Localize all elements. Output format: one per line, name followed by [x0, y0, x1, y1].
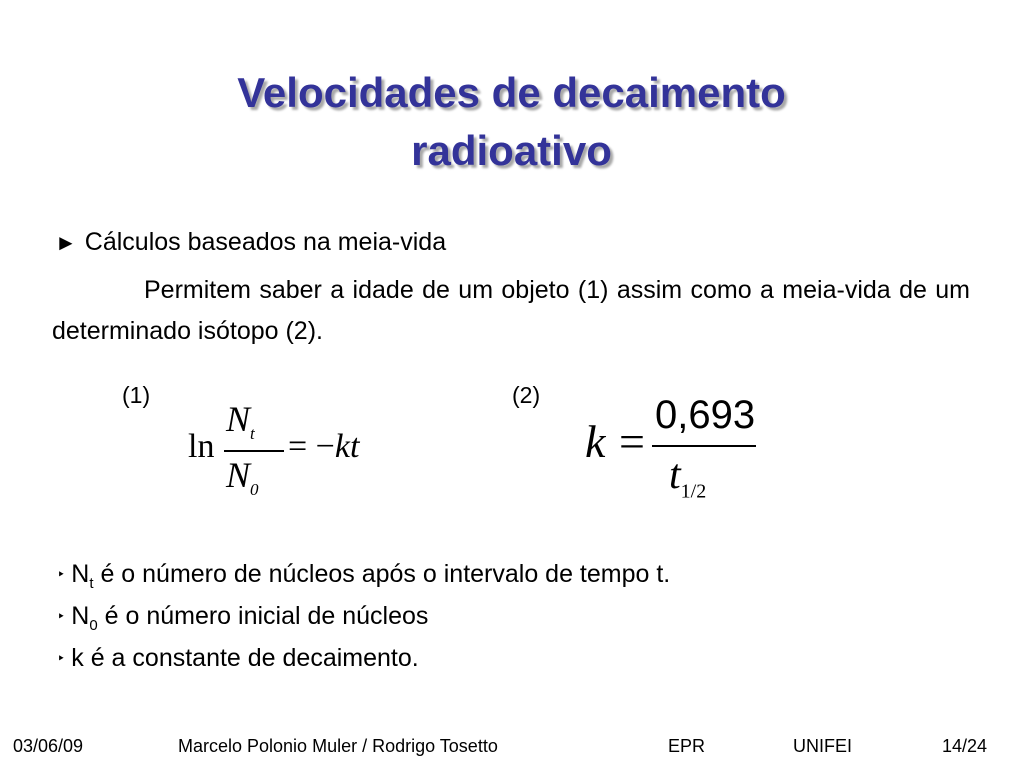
slide-title-line1: Velocidades de decaimento: [237, 69, 786, 116]
list-item: ‣ k é a constante de decaimento.: [57, 644, 419, 672]
slide-title-line2: radioativo: [411, 127, 612, 174]
fraction-bar: [652, 445, 756, 447]
triangle-bullet-icon: ‣: [57, 608, 66, 624]
triangle-bullet-icon: ‣: [57, 566, 66, 582]
formula-right-side: = −kt: [288, 428, 360, 465]
triangle-bullet-icon: ‣: [57, 650, 66, 666]
formula-decay-law: [188, 398, 418, 510]
footer-university: UNIFEI: [793, 736, 853, 756]
fraction-numerator: 0,693: [655, 393, 756, 437]
ln-operator: ln: [188, 428, 215, 465]
fraction-denominator: $t_{1/2}$: [669, 452, 707, 503]
description-paragraph: Permitem saber a idade de um objeto (1) assim como a meia-vida de um determinado isótopo (2).: [52, 276, 970, 345]
arrow-bullet-icon: ►: [55, 230, 77, 255]
fraction-denominator: $N_0$: [226, 455, 259, 500]
footer-date: 03/06/09: [13, 736, 84, 756]
list-item: ‣ $N_t$ é o número de núcleos após o intervalo de tempo t.: [57, 560, 671, 592]
fraction-numerator: $N_t$: [226, 399, 255, 444]
footer-authors: Marcelo Polonio Muler / Rodrigo Tosetto: [178, 736, 498, 756]
fraction-bar: [224, 450, 284, 452]
footer-dept: EPR: [668, 736, 706, 756]
slide-title: [0, 64, 1023, 180]
footer-page-number: 14/24: [942, 736, 988, 756]
equals-sign: =: [619, 416, 645, 467]
main-bullet-text: Cálculos baseados na meia-vida: [84, 228, 447, 256]
definitions-list: [57, 558, 670, 675]
equation-label-1: (1): [122, 382, 151, 408]
main-bullet: [55, 228, 446, 257]
equation-label-2: (2): [512, 382, 541, 408]
formula-lhs: k: [585, 416, 606, 467]
list-item: ‣ $N_0$ é o número inicial de núcleos: [57, 602, 429, 634]
formula-decay-constant: [585, 393, 785, 513]
